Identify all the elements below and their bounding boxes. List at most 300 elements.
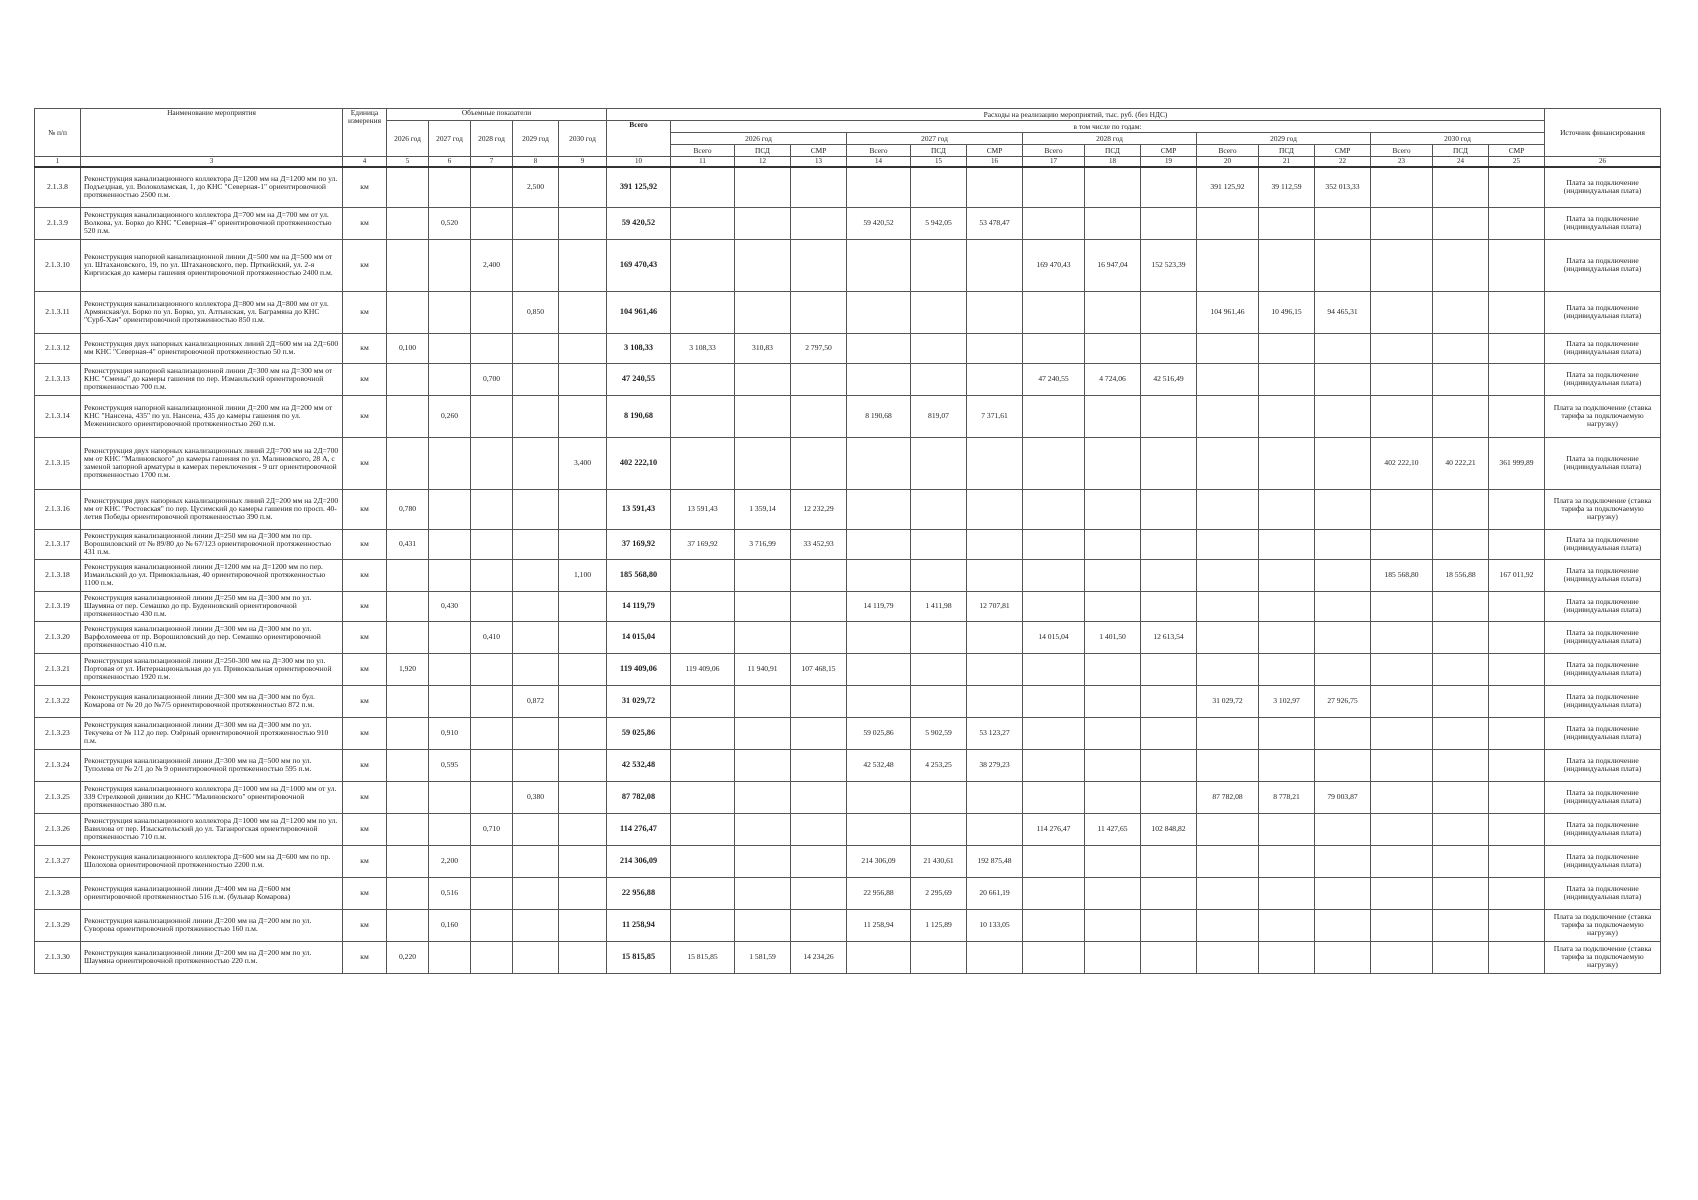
row-expense-cell (1315, 529, 1371, 559)
row-number: 2.1.3.23 (35, 717, 81, 749)
row-expense-cell (671, 877, 735, 909)
row-volume-2028: 2,400 (471, 239, 513, 291)
row-source: Плата за подключение (индивидуальная плата) (1545, 781, 1661, 813)
row-expense-cell (967, 333, 1023, 363)
row-expense-cell (1085, 291, 1141, 333)
row-source: Плата за подключение (индивидуальная плата) (1545, 333, 1661, 363)
row-volume-2029 (513, 437, 559, 489)
header-sub-total-2027: Всего (847, 145, 911, 157)
row-expense-cell (1197, 749, 1259, 781)
column-number: 10 (607, 157, 671, 168)
row-expense-cell (1141, 941, 1197, 973)
header-year-2027: 2027 год (429, 121, 471, 157)
row-volume-2027: 0,520 (429, 207, 471, 239)
row-name: Реконструкция канализационной линии Д=250-300 мм на Д=300 мм по ул. Портовая от ул. Интернациональная до ул. Привокзальная ориентировочной протяженностью 1920 п.м. (81, 653, 343, 685)
row-expense-cell (1197, 489, 1259, 529)
row-expense-cell (1141, 653, 1197, 685)
row-name: Реконструкция канализационной линии Д=250 мм на Д=300 мм по пр. Ворошиловский от № 89/80 до № 67/123 ориентировочной протяженностью 431 п.м. (81, 529, 343, 559)
row-source: Плата за подключение (индивидуальная плата) (1545, 437, 1661, 489)
row-expense-cell (735, 291, 791, 333)
row-expense-cell (1023, 653, 1085, 685)
row-volume-2026 (387, 781, 429, 813)
row-unit: км (343, 877, 387, 909)
row-expense-cell (1371, 685, 1433, 717)
row-name: Реконструкция двух напорных канализационных линий 2Д=200 мм на 2Д=200 мм от КНС "Ростовская" по пер. Цусимский до камеры гашения по просп. 40-летия Победы ориентировочной протяженностью 390 п.м. (81, 489, 343, 529)
row-expense-cell: 3 716,99 (735, 529, 791, 559)
row-number: 2.1.3.18 (35, 559, 81, 591)
row-volume-2028 (471, 845, 513, 877)
column-number: 19 (1141, 157, 1197, 168)
row-expense-cell (735, 363, 791, 395)
row-expense-cell: 20 661,19 (967, 877, 1023, 909)
row-volume-2027 (429, 239, 471, 291)
row-expense-cell: 169 470,43 (1023, 239, 1085, 291)
header-name: Наименование мероприятия (81, 109, 343, 157)
row-expense-cell: 104 961,46 (1197, 291, 1259, 333)
row-number: 2.1.3.22 (35, 685, 81, 717)
row-name: Реконструкция канализационного коллектора Д=1000 мм на Д=1200 мм по ул. Вавилова от пер. Изыскательский до ул. Таганрогская ориентировочной протяженностью 710 п.м. (81, 813, 343, 845)
row-expense-cell (1489, 909, 1545, 941)
column-number: 9 (559, 157, 607, 168)
row-volume-2027 (429, 653, 471, 685)
row-expense-cell (1023, 909, 1085, 941)
row-expense-cell (791, 363, 847, 395)
row-expense-cell (1489, 941, 1545, 973)
row-expense-cell (1259, 559, 1315, 591)
row-expense-cell: 37 169,92 (671, 529, 735, 559)
row-expense-cell: 102 848,82 (1141, 813, 1197, 845)
row-volume-2028 (471, 877, 513, 909)
row-expense-cell: 5 942,05 (911, 207, 967, 239)
row-expense-cell (1197, 877, 1259, 909)
row-expense-cell: 167 011,92 (1489, 559, 1545, 591)
row-expense-cell (1433, 781, 1489, 813)
row-expense-cell (735, 591, 791, 621)
row-expense-cell: 27 926,75 (1315, 685, 1371, 717)
column-number: 24 (1433, 157, 1489, 168)
header-sub-psd-2029: ПСД (1259, 145, 1315, 157)
row-expense-cell (791, 167, 847, 207)
row-total: 11 258,94 (607, 909, 671, 941)
row-expense-cell (1259, 395, 1315, 437)
row-expense-cell (1315, 559, 1371, 591)
row-expense-cell (1315, 717, 1371, 749)
row-volume-2029 (513, 909, 559, 941)
row-expense-cell (1197, 363, 1259, 395)
header-year-2030: 2030 год (559, 121, 607, 157)
header-year-2026: 2026 год (387, 121, 429, 157)
row-expense-cell (1259, 591, 1315, 621)
table-row (35, 529, 1661, 559)
row-expense-cell (847, 685, 911, 717)
row-volume-2026: 0,100 (387, 333, 429, 363)
row-expense-cell (1259, 941, 1315, 973)
row-expense-cell (1085, 559, 1141, 591)
row-volume-2026 (387, 207, 429, 239)
row-expense-cell (911, 559, 967, 591)
row-volume-2030 (559, 489, 607, 529)
row-expense-cell (791, 781, 847, 813)
row-unit: км (343, 437, 387, 489)
row-volume-2026 (387, 909, 429, 941)
row-volume-2028 (471, 717, 513, 749)
row-volume-2026 (387, 167, 429, 207)
row-volume-2027 (429, 781, 471, 813)
header-sub-psd-2028: ПСД (1085, 145, 1141, 157)
row-volume-2026 (387, 395, 429, 437)
row-volume-2026 (387, 621, 429, 653)
row-number: 2.1.3.28 (35, 877, 81, 909)
row-expense-cell (1259, 437, 1315, 489)
row-volume-2027 (429, 437, 471, 489)
row-expense-cell (1259, 653, 1315, 685)
row-expense-cell (791, 437, 847, 489)
row-volume-2026 (387, 591, 429, 621)
row-expense-cell (1433, 941, 1489, 973)
row-expense-cell (1315, 363, 1371, 395)
row-unit: км (343, 291, 387, 333)
header-exp-year-2029: 2029 год (1197, 133, 1371, 145)
row-expense-cell (671, 909, 735, 941)
row-expense-cell: 10 496,15 (1259, 291, 1315, 333)
row-volume-2027 (429, 621, 471, 653)
row-expense-cell: 59 025,86 (847, 717, 911, 749)
table-row (35, 621, 1661, 653)
row-expense-cell (791, 395, 847, 437)
row-volume-2029 (513, 845, 559, 877)
row-expense-cell (1141, 717, 1197, 749)
row-expense-cell (1315, 591, 1371, 621)
row-expense-cell (911, 781, 967, 813)
table-row (35, 559, 1661, 591)
row-expense-cell (1371, 909, 1433, 941)
row-expense-cell (1141, 207, 1197, 239)
row-source: Плата за подключение (индивидуальная плата) (1545, 529, 1661, 559)
row-expense-cell (671, 591, 735, 621)
row-volume-2028 (471, 653, 513, 685)
row-expense-cell (1433, 909, 1489, 941)
table-row (35, 813, 1661, 845)
row-total: 14 015,04 (607, 621, 671, 653)
row-number: 2.1.3.8 (35, 167, 81, 207)
row-unit: км (343, 653, 387, 685)
row-expense-cell: 1 359,14 (735, 489, 791, 529)
row-unit: км (343, 621, 387, 653)
column-number: 20 (1197, 157, 1259, 168)
header-unit: Единица измерения (343, 109, 387, 157)
row-volume-2027 (429, 529, 471, 559)
row-number: 2.1.3.17 (35, 529, 81, 559)
row-expense-cell: 8 778,21 (1259, 781, 1315, 813)
row-name: Реконструкция канализационного коллектора Д=1000 мм на Д=1000 мм от ул. 339 Стрелковой дивизии до КНС "Малиновского" ориентировочной протяженностью 380 п.м. (81, 781, 343, 813)
row-volume-2029 (513, 529, 559, 559)
row-number: 2.1.3.27 (35, 845, 81, 877)
header-sub-psd-2030: ПСД (1433, 145, 1489, 157)
row-expense-cell (735, 621, 791, 653)
row-expense-cell: 53 123,27 (967, 717, 1023, 749)
row-expense-cell (1433, 529, 1489, 559)
row-expense-cell (1315, 941, 1371, 973)
row-expense-cell: 79 003,87 (1315, 781, 1371, 813)
row-expense-cell (671, 239, 735, 291)
row-expense-cell (1085, 167, 1141, 207)
row-total: 402 222,10 (607, 437, 671, 489)
row-expense-cell (911, 489, 967, 529)
row-expense-cell (791, 621, 847, 653)
row-expense-cell (1433, 653, 1489, 685)
row-expense-cell (847, 239, 911, 291)
column-number: 6 (429, 157, 471, 168)
row-expense-cell (847, 291, 911, 333)
row-expense-cell (1489, 621, 1545, 653)
row-volume-2026: 1,920 (387, 653, 429, 685)
row-expense-cell (1371, 781, 1433, 813)
row-expense-cell (967, 239, 1023, 291)
row-total: 59 025,86 (607, 717, 671, 749)
row-expense-cell (791, 239, 847, 291)
row-expense-cell (967, 813, 1023, 845)
row-expense-cell (735, 717, 791, 749)
row-expense-cell: 8 190,68 (847, 395, 911, 437)
row-expense-cell: 14 234,26 (791, 941, 847, 973)
row-expense-cell (735, 845, 791, 877)
row-expense-cell: 11 427,65 (1085, 813, 1141, 845)
row-expense-cell (791, 813, 847, 845)
header-volume: Объемные показатели (387, 109, 607, 121)
row-volume-2027: 0,260 (429, 395, 471, 437)
row-expense-cell (1197, 559, 1259, 591)
row-expense-cell (1141, 559, 1197, 591)
row-volume-2030 (559, 591, 607, 621)
column-number: 5 (387, 157, 429, 168)
row-expense-cell (735, 781, 791, 813)
row-source: Плата за подключение (индивидуальная плата) (1545, 363, 1661, 395)
row-name: Реконструкция канализационной линии Д=400 мм на Д=600 мм ориентировочной протяженностью 516 п.м. (бульвар Комарова) (81, 877, 343, 909)
row-expense-cell (671, 813, 735, 845)
row-volume-2030 (559, 529, 607, 559)
row-expense-cell (967, 489, 1023, 529)
row-number: 2.1.3.26 (35, 813, 81, 845)
row-volume-2030 (559, 207, 607, 239)
row-volume-2030 (559, 167, 607, 207)
row-expense-cell (847, 781, 911, 813)
row-expense-cell (847, 941, 911, 973)
header-num: № п/п (35, 109, 81, 157)
row-name: Реконструкция напорной канализационной линии Д=300 мм на Д=300 мм от КНС "Смены" до камеры гашения по пер. Измаильский ориентировочной протяженностью 700 п.м. (81, 363, 343, 395)
row-expense-cell (1433, 167, 1489, 207)
row-source: Плата за подключение (индивидуальная плата) (1545, 291, 1661, 333)
column-number: 15 (911, 157, 967, 168)
row-expense-cell (1141, 877, 1197, 909)
table-row (35, 239, 1661, 291)
row-expense-cell: 152 523,39 (1141, 239, 1197, 291)
header-incl: в том числе по годам: (671, 121, 1545, 133)
row-expense-cell (1315, 845, 1371, 877)
row-expense-cell (671, 291, 735, 333)
row-expense-cell: 14 015,04 (1023, 621, 1085, 653)
row-expense-cell (1489, 591, 1545, 621)
row-expense-cell (1315, 653, 1371, 685)
row-expense-cell (1489, 291, 1545, 333)
row-volume-2028 (471, 529, 513, 559)
row-expense-cell: 192 875,48 (967, 845, 1023, 877)
row-volume-2029 (513, 395, 559, 437)
row-expense-cell (911, 813, 967, 845)
row-expense-cell (671, 167, 735, 207)
column-number: 16 (967, 157, 1023, 168)
row-expense-cell (1371, 813, 1433, 845)
row-expense-cell (1433, 813, 1489, 845)
header-exp-year-2030: 2030 год (1371, 133, 1545, 145)
row-expense-cell (791, 909, 847, 941)
row-expense-cell (1085, 207, 1141, 239)
row-expense-cell (1489, 207, 1545, 239)
table-header (35, 109, 1661, 168)
row-expense-cell (1085, 333, 1141, 363)
row-volume-2026 (387, 239, 429, 291)
table-row (35, 845, 1661, 877)
row-volume-2029 (513, 717, 559, 749)
row-expense-cell (1315, 207, 1371, 239)
row-expense-cell: 33 452,93 (791, 529, 847, 559)
row-expense-cell (1085, 781, 1141, 813)
row-volume-2030 (559, 291, 607, 333)
column-number: 21 (1259, 157, 1315, 168)
row-volume-2028 (471, 749, 513, 781)
row-expense-cell (1433, 207, 1489, 239)
row-expense-cell (1433, 333, 1489, 363)
row-volume-2030 (559, 749, 607, 781)
row-expense-cell (791, 749, 847, 781)
row-expense-cell (1023, 167, 1085, 207)
row-expense-cell (671, 207, 735, 239)
row-source: Плата за подключение (ставка тарифа за подключаемую нагрузку) (1545, 941, 1661, 973)
row-volume-2030 (559, 877, 607, 909)
row-expense-cell (1489, 845, 1545, 877)
table-row (35, 167, 1661, 207)
row-expense-cell (791, 207, 847, 239)
row-volume-2029 (513, 333, 559, 363)
row-total: 3 108,33 (607, 333, 671, 363)
row-name: Реконструкция канализационного коллектора Д=800 мм на Д=800 мм от ул. Армянская/ул. Борко по ул. Борко, ул. Алтынская, ул. Баграмяна до КНС "Сурб-Хач" ориентировочной протяженностью 850 п.м. (81, 291, 343, 333)
row-expense-cell (1085, 749, 1141, 781)
row-expense-cell (1371, 207, 1433, 239)
row-volume-2030 (559, 717, 607, 749)
row-expense-cell (1371, 167, 1433, 207)
column-number: 13 (791, 157, 847, 168)
row-expense-cell (1023, 559, 1085, 591)
row-source: Плата за подключение (индивидуальная плата) (1545, 207, 1661, 239)
row-expense-cell: 12 613,54 (1141, 621, 1197, 653)
row-expense-cell (1433, 845, 1489, 877)
row-expense-cell (791, 291, 847, 333)
row-volume-2027 (429, 559, 471, 591)
header-sub-smr-2026: СМР (791, 145, 847, 157)
row-volume-2026 (387, 813, 429, 845)
row-volume-2028 (471, 333, 513, 363)
table-row (35, 717, 1661, 749)
row-expense-cell (1315, 749, 1371, 781)
row-name: Реконструкция канализационного коллектора Д=700 мм на Д=700 мм от ул. Волкова, ул. Борко до КНС "Северная-4" ориентировочной протяженностью 520 п.м. (81, 207, 343, 239)
row-expense-cell: 18 556,88 (1433, 559, 1489, 591)
table-row (35, 685, 1661, 717)
row-expense-cell (967, 621, 1023, 653)
row-source: Плата за подключение (индивидуальная плата) (1545, 685, 1661, 717)
row-expense-cell (1259, 621, 1315, 653)
row-total: 59 420,52 (607, 207, 671, 239)
row-expense-cell (735, 239, 791, 291)
row-volume-2027: 0,595 (429, 749, 471, 781)
row-volume-2026 (387, 685, 429, 717)
row-expense-cell: 107 468,15 (791, 653, 847, 685)
row-expense-cell (1315, 239, 1371, 291)
row-expense-cell (847, 333, 911, 363)
row-volume-2027 (429, 167, 471, 207)
row-expense-cell (735, 437, 791, 489)
column-number: 4 (343, 157, 387, 168)
row-expense-cell (1023, 717, 1085, 749)
row-total: 22 956,88 (607, 877, 671, 909)
header-sub-total-2028: Всего (1023, 145, 1085, 157)
row-volume-2026 (387, 845, 429, 877)
row-expense-cell (911, 685, 967, 717)
row-expense-cell (671, 717, 735, 749)
row-expense-cell (671, 437, 735, 489)
row-expense-cell (847, 653, 911, 685)
row-expense-cell (1371, 239, 1433, 291)
row-expense-cell (1371, 489, 1433, 529)
row-volume-2027 (429, 813, 471, 845)
row-expense-cell (735, 877, 791, 909)
row-expense-cell (1371, 591, 1433, 621)
row-expense-cell: 38 279,23 (967, 749, 1023, 781)
row-volume-2027: 0,910 (429, 717, 471, 749)
row-expense-cell: 53 478,47 (967, 207, 1023, 239)
row-expense-cell (1023, 395, 1085, 437)
row-unit: км (343, 207, 387, 239)
column-number: 26 (1545, 157, 1661, 168)
table-row (35, 653, 1661, 685)
row-expense-cell: 1 581,59 (735, 941, 791, 973)
row-expense-cell: 42 532,48 (847, 749, 911, 781)
row-expense-cell (671, 685, 735, 717)
row-expense-cell (1085, 717, 1141, 749)
row-expense-cell (671, 395, 735, 437)
row-volume-2030 (559, 395, 607, 437)
row-expense-cell: 402 222,10 (1371, 437, 1433, 489)
header-sub-total-2030: Всего (1371, 145, 1433, 157)
row-expense-cell (1371, 877, 1433, 909)
row-name: Реконструкция канализационной линии Д=300 мм на Д=500 мм по ул. Туполева от № 2/1 до № 9 ориентировочной протяженностью 595 п.м. (81, 749, 343, 781)
header-source: Источник финансирования (1545, 109, 1661, 157)
row-expense-cell (1023, 877, 1085, 909)
row-expense-cell: 3 108,33 (671, 333, 735, 363)
row-volume-2029 (513, 941, 559, 973)
row-unit: км (343, 395, 387, 437)
row-expense-cell (735, 813, 791, 845)
row-expense-cell (1489, 877, 1545, 909)
row-number: 2.1.3.16 (35, 489, 81, 529)
header-sub-smr-2028: СМР (1141, 145, 1197, 157)
row-total: 214 306,09 (607, 845, 671, 877)
row-expense-cell (791, 845, 847, 877)
row-volume-2030 (559, 621, 607, 653)
row-expense-cell (1023, 591, 1085, 621)
row-expense-cell (1023, 781, 1085, 813)
table-row (35, 333, 1661, 363)
row-expense-cell (1085, 909, 1141, 941)
row-expense-cell (1371, 291, 1433, 333)
